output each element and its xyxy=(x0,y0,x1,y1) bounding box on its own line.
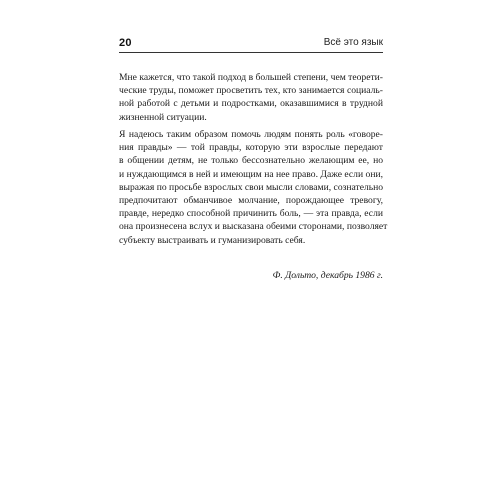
paragraph-line: она произнесена вслух и высказана обеими сторонами, позволяет xyxy=(119,221,388,233)
paragraph-line: ческие труды, поможет просветить тех, кто занимается социаль- xyxy=(119,85,383,97)
paragraph-line: в общении детям, не только бессознательно желающим ее, но xyxy=(119,155,383,167)
author-signature: Ф. Дольто, декабрь 1986 г. xyxy=(272,270,383,281)
paragraph-line: субъекту выстраивать и гуманизировать себя. xyxy=(119,234,306,246)
page-number: 20 xyxy=(119,37,132,49)
paragraph-line: Я надеюсь таким образом помочь людям понять роль «говоре- xyxy=(119,129,383,140)
running-head: Всё это язык xyxy=(323,37,383,48)
paragraph-line: предпочитают обманчивое молчание, порождающее тревогу, xyxy=(119,195,383,207)
paragraph-line: ной работой с детьми и подростками, оказавшимися в трудной xyxy=(119,98,383,110)
paragraph-line: Мне кажется, что такой подход в большей степени, чем теорети- xyxy=(119,72,383,83)
header-rule xyxy=(119,52,383,53)
paragraph-1 xyxy=(119,71,383,124)
paragraph-line: и нуждающимся в ней и имеющим на нее право. Даже если они, xyxy=(119,168,383,180)
paragraph-line: ния правды» — той правды, которую эти взрослые передают xyxy=(119,142,383,154)
paragraph-line: выражая по просьбе взрослых свои мысли словами, сознательно xyxy=(119,181,384,193)
paragraph-line: жизненной ситуации. xyxy=(119,111,207,123)
paragraph-line: правде, нередко способной причинить боль, — эта правда, если xyxy=(119,208,383,220)
paragraph-2 xyxy=(119,128,388,247)
